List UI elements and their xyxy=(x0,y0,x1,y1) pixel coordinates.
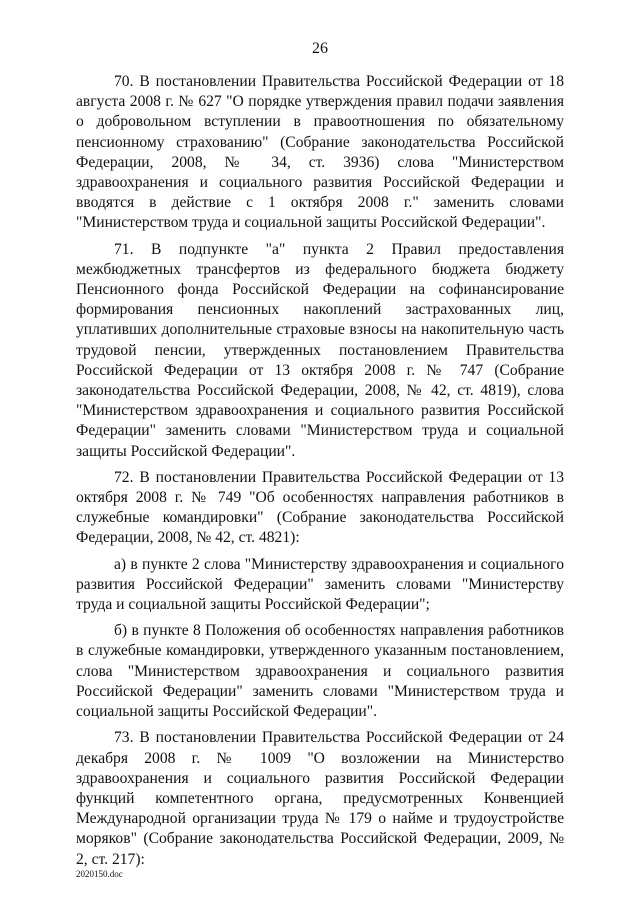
document-filename: 2020150.doc xyxy=(76,869,123,879)
paragraph-72-b: б) в пункте 8 Положения об особенностях направления работников в служебные командировки, утвержденного указанным постановлением, слова "Министерством здравоохранения и социального развития Российской Федерации" заменить словами "Министерством труда и социальной защиты Российской Федерации". xyxy=(76,622,564,721)
page-number: 26 xyxy=(312,40,328,57)
paragraph-73: 73. В постановлении Правительства Российской Федерации от 24 декабря 2008 г. № 1009 "О возложении на Министерство здравоохранения и социального развития Российской Федерации функций компетентного органа, предусмотренных Конвенцией Международной организации труда № 179 о найме и трудоустройстве моряков" (Собрание законодательства Российской Федерации, 2009, № 2, ст. 217): xyxy=(76,729,564,868)
paragraph-72-a: а) в пункте 2 слова "Министерству здравоохранения и социального развития Российской Федерации" заменить словами "Министерству труда и социальной защиты Российской Федерации"; xyxy=(76,555,564,614)
paragraph-72: 72. В постановлении Правительства Российской Федерации от 13 октября 2008 г. № 749 "Об особенностях направления работников в служебные командировки" (Собрание законодательства Российской Федерации, 2008, № 42, ст. 4821): xyxy=(76,468,564,547)
paragraph-71: 71. В подпункте "а" пункта 2 Правил предоставления межбюджетных трансфертов из федерального бюджета бюджету Пенсионного фонда Российской Федерации на софинансирование формирования пенсионных накоплений застрахованных лиц, уплативших дополнительные страховые взносы на накопительную часть трудовой пенсии, утвержденных постановлением Правительства Российской Федерации от 13 октября 2008 г. № 747 (Собрание законодательства Российской Федерации, 2008, № 42, ст. 4819), слова "Министерством здравоохранения и социального развития Российской Федерации" заменить словами "Министерством труда и социальной защиты Российской Федерации". xyxy=(76,240,564,460)
document-body xyxy=(76,72,564,876)
paragraph-70: 70. В постановлении Правительства Российской Федерации от 18 августа 2008 г. № 627 "О порядке утверждения правил подачи заявления о добровольном вступлении в правоотношения по обязательному пенсионному страхованию" (Собрание законодательства Российской Федерации, 2008, № 34, ст. 3936) слова "Министерством здравоохранения и социального развития Российской Федерации и вводятся в действие с 1 октября 2008 г." заменить словами "Министерством труда и социальной защиты Российской Федерации". xyxy=(76,73,564,232)
